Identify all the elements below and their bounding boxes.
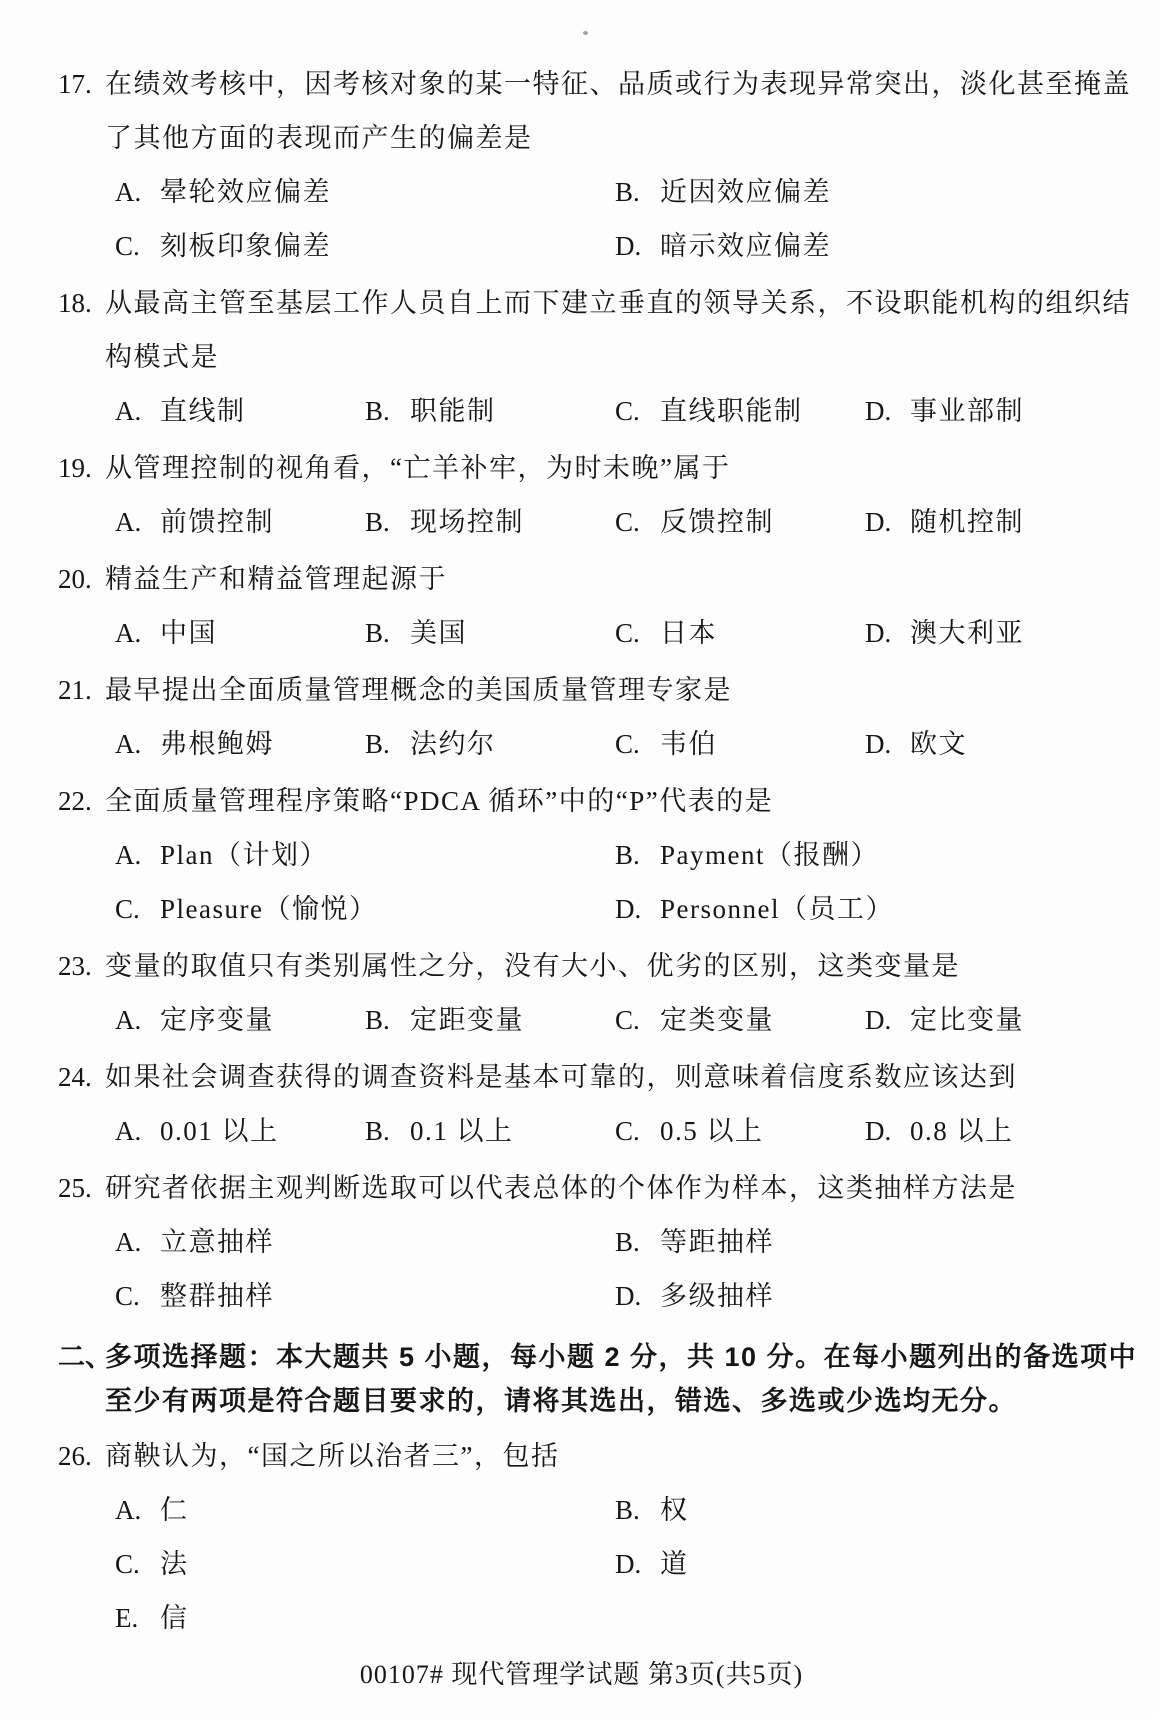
option-text: Personnel（员工） [660, 894, 894, 924]
option-a [115, 993, 365, 1047]
option-label: A. [115, 177, 142, 207]
option-text: 0.01 以上 [160, 1116, 279, 1146]
option-text: 定比变量 [910, 1005, 1024, 1035]
option-text: 直线职能制 [660, 396, 803, 426]
option-label: A. [115, 1227, 142, 1257]
option-row [105, 1215, 1105, 1269]
option-e [115, 1591, 615, 1645]
option-label: A. [115, 1005, 142, 1035]
option-text: 信 [160, 1603, 189, 1633]
option-c [615, 717, 865, 771]
option-label: D. [865, 1005, 892, 1035]
option-label: B. [615, 1227, 640, 1257]
option-a [115, 828, 615, 882]
option-text: 定距变量 [410, 1005, 524, 1035]
option-c [115, 219, 615, 273]
question-body [105, 57, 1131, 273]
option-b [615, 165, 1105, 219]
option-text: 道 [660, 1549, 689, 1579]
option-text: 法约尔 [410, 729, 496, 759]
option-label: B. [365, 1005, 390, 1035]
option-d [615, 1269, 1105, 1323]
option-text: 定类变量 [660, 1005, 774, 1035]
option-text: 澳大利亚 [910, 618, 1024, 648]
question-20 [58, 552, 1105, 660]
question-26 [58, 1429, 1105, 1645]
option-d [615, 1537, 1105, 1591]
option-text: 近因效应偏差 [660, 177, 831, 207]
question-number: 24. [58, 1062, 92, 1092]
option-text: 美国 [410, 618, 467, 648]
question-text: 最早提出全面质量管理概念的美国质量管理专家是 [105, 675, 732, 705]
option-row [105, 165, 1105, 219]
option-label: C. [115, 231, 140, 261]
option-text: 职能制 [410, 396, 496, 426]
option-text: 中国 [160, 618, 217, 648]
question-number: 25. [58, 1173, 92, 1203]
option-a [115, 1483, 615, 1537]
question-text: 从管理控制的视角看，“亡羊补牢，为时未晚”属于 [105, 453, 731, 483]
question-text: 从最高主管至基层工作人员自上而下建立垂直的领导关系，不设职能机构的组织结 [105, 288, 1131, 318]
option-row [105, 993, 1105, 1047]
questions-multiple-choice [58, 1429, 1105, 1645]
question-text: 构模式是 [105, 342, 219, 372]
option-b [365, 495, 615, 549]
question-17 [58, 57, 1131, 273]
option-d [865, 993, 1105, 1047]
option-label: B. [365, 729, 390, 759]
option-row [105, 1269, 1105, 1323]
section-instructions-line1: 多项选择题：本大题共 5 小题，每小题 2 分，共 10 分。在每小题列出的备选项中 [105, 1342, 1138, 1372]
question-body [105, 774, 1105, 936]
option-text: 反馈控制 [660, 507, 774, 537]
option-row [105, 219, 1105, 273]
question-18 [58, 276, 1131, 438]
question-number: 19. [58, 453, 92, 483]
option-label: A. [115, 1495, 142, 1525]
question-23 [58, 939, 1105, 1047]
option-text: 多级抽样 [660, 1281, 774, 1311]
option-label: C. [615, 507, 640, 537]
option-label: A. [115, 840, 142, 870]
option-label: C. [615, 1116, 640, 1146]
question-body [105, 939, 1105, 1047]
option-text: 直线制 [160, 396, 246, 426]
option-b [365, 1104, 615, 1158]
question-body [105, 441, 1105, 549]
option-a [115, 606, 365, 660]
option-c [615, 993, 865, 1047]
option-text: 弗根鲍姆 [160, 729, 274, 759]
option-text: 0.5 以上 [660, 1116, 764, 1146]
option-label: D. [615, 894, 642, 924]
option-a [115, 165, 615, 219]
option-label: D. [865, 729, 892, 759]
option-d [865, 384, 1105, 438]
option-label: A. [115, 729, 142, 759]
question-text: 变量的取值只有类别属性之分，没有大小、优劣的区别，这类变量是 [105, 951, 960, 981]
option-text: 事业部制 [910, 396, 1024, 426]
option-label: B. [615, 840, 640, 870]
option-label: B. [615, 1495, 640, 1525]
option-c [115, 1537, 615, 1591]
option-c [615, 384, 865, 438]
option-b [365, 717, 615, 771]
option-text: 0.1 以上 [410, 1116, 514, 1146]
option-label: D. [615, 1549, 642, 1579]
option-text: 晕轮效应偏差 [160, 177, 331, 207]
question-22 [58, 774, 1105, 936]
option-c [615, 495, 865, 549]
option-label: C. [615, 1005, 640, 1035]
option-text: 前馈控制 [160, 507, 274, 537]
option-label: A. [115, 507, 142, 537]
question-21 [58, 663, 1105, 771]
question-number: 20. [58, 564, 92, 594]
option-label: D. [615, 231, 642, 261]
option-row [105, 882, 1105, 936]
option-label: C. [115, 894, 140, 924]
option-label: C. [115, 1549, 140, 1579]
page-footer: 00107# 现代管理学试题 第3页(共5页) [359, 1660, 804, 1689]
question-number: 26. [58, 1441, 92, 1471]
option-b [365, 384, 615, 438]
option-label: D. [865, 507, 892, 537]
section-multiple-choice-header [58, 1335, 1138, 1423]
question-body [105, 663, 1105, 771]
question-text: 如果社会调查获得的调查资料是基本可靠的，则意味着信度系数应该达到 [105, 1062, 1017, 1092]
option-a [115, 495, 365, 549]
option-text: 立意抽样 [160, 1227, 274, 1257]
option-label: D. [865, 1116, 892, 1146]
question-text: 精益生产和精益管理起源于 [105, 564, 447, 594]
option-d [865, 1104, 1105, 1158]
option-text: Pleasure（愉悦） [160, 894, 378, 924]
question-text: 研究者依据主观判断选取可以代表总体的个体作为样本，这类抽样方法是 [105, 1173, 1017, 1203]
option-d [865, 495, 1105, 549]
option-label: D. [615, 1281, 642, 1311]
question-text: 在绩效考核中，因考核对象的某一特征、品质或行为表现异常突出，淡化甚至掩盖 [105, 69, 1131, 99]
scan-speck [583, 31, 588, 35]
option-label: B. [365, 1116, 390, 1146]
option-label: B. [615, 177, 640, 207]
option-text: 日本 [660, 618, 717, 648]
option-row [105, 384, 1105, 438]
question-19 [58, 441, 1105, 549]
option-label: B. [365, 507, 390, 537]
option-d [865, 717, 1105, 771]
option-c [115, 882, 615, 936]
question-body [105, 1161, 1105, 1323]
question-body [105, 276, 1131, 438]
option-label: E. [115, 1603, 139, 1633]
option-b [615, 1215, 1105, 1269]
question-text: 全面质量管理程序策略“PDCA 循环”中的“P”代表的是 [105, 786, 774, 816]
option-row [105, 828, 1105, 882]
question-number: 22. [58, 786, 92, 816]
option-text: 整群抽样 [160, 1281, 274, 1311]
option-text: 权 [660, 1495, 689, 1525]
option-d [615, 219, 1105, 273]
option-row [105, 1104, 1105, 1158]
option-row [105, 1537, 1105, 1591]
option-label: C. [115, 1281, 140, 1311]
option-label: A. [115, 1116, 142, 1146]
option-d [865, 606, 1105, 660]
question-body [105, 1429, 1105, 1645]
option-label: B. [365, 396, 390, 426]
section-number: 二、 [58, 1342, 112, 1372]
option-row [105, 606, 1105, 660]
option-text: 等距抽样 [660, 1227, 774, 1257]
option-b [365, 606, 615, 660]
question-number: 21. [58, 675, 92, 705]
option-row [105, 1591, 1105, 1645]
question-body [105, 552, 1105, 660]
option-c [615, 606, 865, 660]
questions-single-choice [58, 57, 1131, 1323]
option-label: C. [615, 396, 640, 426]
question-text: 商鞅认为，“国之所以治者三”，包括 [105, 1441, 560, 1471]
option-text: Payment（报酬） [660, 840, 879, 870]
option-b [615, 1483, 1105, 1537]
question-25 [58, 1161, 1105, 1323]
option-row [105, 495, 1105, 549]
option-row [105, 717, 1105, 771]
section-instructions-line2: 至少有两项是符合题目要求的，请将其选出，错选、多选或少选均无分。 [105, 1386, 1017, 1416]
option-a [115, 384, 365, 438]
option-c [615, 1104, 865, 1158]
question-number: 23. [58, 951, 92, 981]
option-label: B. [365, 618, 390, 648]
question-number: 17. [58, 69, 92, 99]
option-label: D. [865, 618, 892, 648]
option-text: 欧文 [910, 729, 967, 759]
question-24 [58, 1050, 1105, 1158]
option-text: 随机控制 [910, 507, 1024, 537]
option-label: A. [115, 618, 142, 648]
question-text: 了其他方面的表现而产生的偏差是 [105, 123, 533, 153]
option-a [115, 717, 365, 771]
section-instructions [105, 1335, 1138, 1423]
option-label: D. [865, 396, 892, 426]
option-text: 现场控制 [410, 507, 524, 537]
option-label: C. [615, 618, 640, 648]
option-text: 刻板印象偏差 [160, 231, 331, 261]
option-a [115, 1104, 365, 1158]
option-d [615, 882, 1105, 936]
option-label: A. [115, 396, 142, 426]
option-text: 0.8 以上 [910, 1116, 1014, 1146]
option-row [105, 1483, 1105, 1537]
option-text: 定序变量 [160, 1005, 274, 1035]
option-c [115, 1269, 615, 1323]
question-number: 18. [58, 288, 92, 318]
option-b [615, 828, 1105, 882]
option-text: 韦伯 [660, 729, 717, 759]
option-text: 仁 [160, 1495, 189, 1525]
question-body [105, 1050, 1105, 1158]
option-b [365, 993, 615, 1047]
option-text: 暗示效应偏差 [660, 231, 831, 261]
option-a [115, 1215, 615, 1269]
option-label: C. [615, 729, 640, 759]
option-text: Plan（计划） [160, 840, 329, 870]
option-text: 法 [160, 1549, 189, 1579]
